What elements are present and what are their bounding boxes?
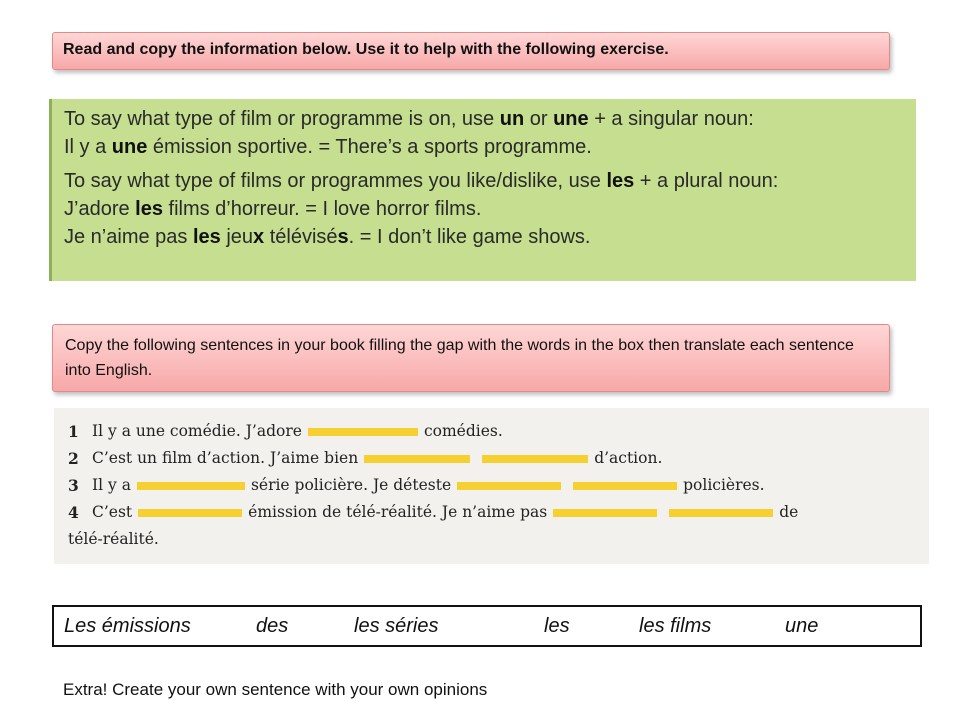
gap-blank xyxy=(669,509,773,517)
word-bank-item: Les émissions xyxy=(64,614,191,637)
instruction-read-copy: Read and copy the information below. Use it to help with the following exercise. xyxy=(52,32,890,70)
gap-blank xyxy=(553,509,657,517)
exercise-row-5: télé-réalité. xyxy=(68,530,159,548)
grammar-line-2: Il y a une émission sportive. = There’s a sports programme. xyxy=(64,136,592,158)
grammar-line-5: Je n’aime pas les jeux télévisés. = I don’t like game shows. xyxy=(64,226,591,248)
exercise-row-2: 2 C’est un film d’action. J’aime bien d’action. xyxy=(68,445,915,472)
exercise-row-4: 4 C’est émission de télé-réalité. Je n’aime pas de xyxy=(68,499,915,526)
word-bank-item: les xyxy=(544,614,570,637)
gap-blank xyxy=(482,455,588,463)
exercise-number: 4 xyxy=(68,503,79,522)
gap-blank xyxy=(457,482,561,490)
extra-task-text: Extra! Create your own sentence with your own opinions xyxy=(63,680,488,699)
word-bank-item: les séries xyxy=(354,614,439,637)
instruction-fill-gaps: Copy the following sentences in your book filling the gap with the words in the box then translate each sentence into English. xyxy=(52,324,890,392)
word-bank-item: une xyxy=(785,614,819,637)
grammar-info-panel xyxy=(49,99,916,281)
exercise-panel xyxy=(54,408,929,564)
grammar-line-4: J’adore les films d’horreur. = I love horror films. xyxy=(64,198,482,220)
exercise-row-3: 3 Il y a série policière. Je déteste policières. xyxy=(68,472,915,499)
exercise-number: 3 xyxy=(68,476,79,495)
word-bank-item: des xyxy=(256,614,289,637)
word-bank-item: les films xyxy=(639,614,712,637)
gap-blank xyxy=(137,482,245,490)
gap-blank xyxy=(364,455,470,463)
gap-blank xyxy=(138,509,242,517)
exercise-number: 1 xyxy=(68,422,79,441)
gap-blank xyxy=(308,428,418,436)
exercise-number: 2 xyxy=(68,449,79,468)
gap-blank xyxy=(573,482,677,490)
exercise-row-1: 1 Il y a une comédie. J’adore comédies. xyxy=(68,418,915,445)
word-bank-box xyxy=(52,605,922,647)
grammar-line-3: To say what type of films or programmes you like/dislike, use les + a plural noun: xyxy=(64,170,779,192)
grammar-line-1: To say what type of film or programme is on, use un or une + a singular noun: xyxy=(64,108,754,130)
